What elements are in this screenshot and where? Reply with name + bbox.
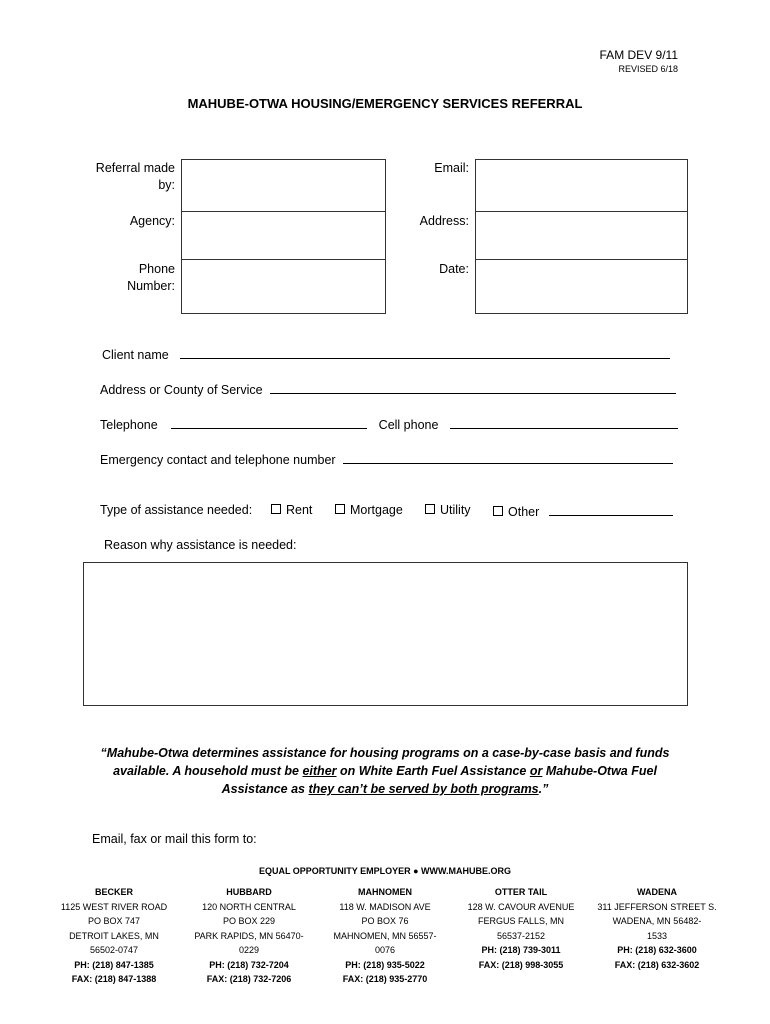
other-input[interactable] <box>549 503 673 516</box>
form-code: FAM DEV 9/11 <box>599 48 678 62</box>
client-name-input[interactable] <box>180 346 670 359</box>
email-field[interactable] <box>475 159 688 213</box>
emergency-contact-row <box>100 451 673 467</box>
assistance-type-label: Type of assistance needed: <box>100 503 253 517</box>
agency-label: Agency: <box>129 214 175 228</box>
email-label: Email: <box>434 161 469 175</box>
telephone-input[interactable] <box>171 416 367 429</box>
reason-textarea[interactable] <box>83 562 688 706</box>
other-checkbox[interactable] <box>493 506 503 516</box>
utility-checkbox[interactable] <box>425 504 435 514</box>
reason-label: Reason why assistance is needed: <box>104 538 297 552</box>
agency-field[interactable] <box>181 211 386 261</box>
equal-opportunity-line: EQUAL OPPORTUNITY EMPLOYER ● WWW.MAHUBE.ORG <box>258 866 512 876</box>
option-mortgage[interactable]: Mortgage <box>335 503 403 517</box>
page-title: MAHUBE-OTWA HOUSING/EMERGENCY SERVICES REFERRAL <box>187 96 583 111</box>
option-utility[interactable]: Utility <box>425 503 471 517</box>
phone-number-label: Phone Number: <box>127 262 175 293</box>
phone-number-field[interactable] <box>181 259 386 314</box>
emergency-contact-input[interactable] <box>343 451 673 464</box>
cell-phone-label: Cell phone <box>378 418 439 432</box>
address-field[interactable] <box>475 211 688 261</box>
rent-checkbox[interactable] <box>271 504 281 514</box>
date-label: Date: <box>439 262 469 276</box>
send-instructions: Email, fax or mail this form to: <box>92 832 257 846</box>
address-county-row <box>100 381 676 397</box>
cell-phone-input[interactable] <box>450 416 678 429</box>
emergency-contact-label: Emergency contact and telephone number <box>100 453 336 467</box>
telephone-label: Telephone <box>100 418 158 432</box>
date-field[interactable] <box>475 259 688 314</box>
office-hubbard: HUBBARD 120 NORTH CENTRAL PO BOX 229 PARK RAPIDS, MN 56470- 0229 PH: (218) 732-7204 FAX: (218) 732-7206 <box>194 887 304 984</box>
referral-made-by-label: Referral made by: <box>95 161 175 192</box>
client-name-label: Client name <box>102 348 169 362</box>
revised-date: REVISED 6/18 <box>618 64 678 74</box>
eligibility-notice: “Mahube-Otwa determines assistance for housing programs on a case-by-case basis and funds available. A household must be either on White Earth Fuel Assistance or Mahube-Otwa Fuel Assistance as they can’t be served by both programs.” <box>100 746 670 796</box>
address-county-input[interactable] <box>270 381 676 394</box>
option-other[interactable]: Other <box>493 503 673 519</box>
office-wadena: WADENA 311 JEFFERSON STREET S. WADENA, MN 56482- 1533 PH: (218) 632-3600 FAX: (218) 632-3602 <box>597 887 717 970</box>
office-otter-tail: OTTER TAIL 128 W. CAVOUR AVENUE FERGUS FALLS, MN 56537-2152 PH: (218) 739-3011 FAX: (218) 998-3055 <box>467 887 575 970</box>
address-county-label: Address or County of Service <box>100 383 263 397</box>
mortgage-checkbox[interactable] <box>335 504 345 514</box>
referral-made-by-field[interactable] <box>181 159 386 213</box>
office-becker: BECKER 1125 WEST RIVER ROAD PO BOX 747 DETROIT LAKES, MN 56502-0747 PH: (218) 847-1385 FAX: (218) 847-1388 <box>60 887 168 984</box>
option-rent[interactable]: Rent <box>271 503 312 517</box>
office-mahnomen: MAHNOMEN 118 W. MADISON AVE PO BOX 76 MAHNOMEN, MN 56557- 0076 PH: (218) 935-5022 FAX: (218) 935-2770 <box>333 887 437 984</box>
client-name-row <box>102 346 670 362</box>
address-label: Address: <box>419 214 469 228</box>
telephone-row <box>100 416 678 432</box>
